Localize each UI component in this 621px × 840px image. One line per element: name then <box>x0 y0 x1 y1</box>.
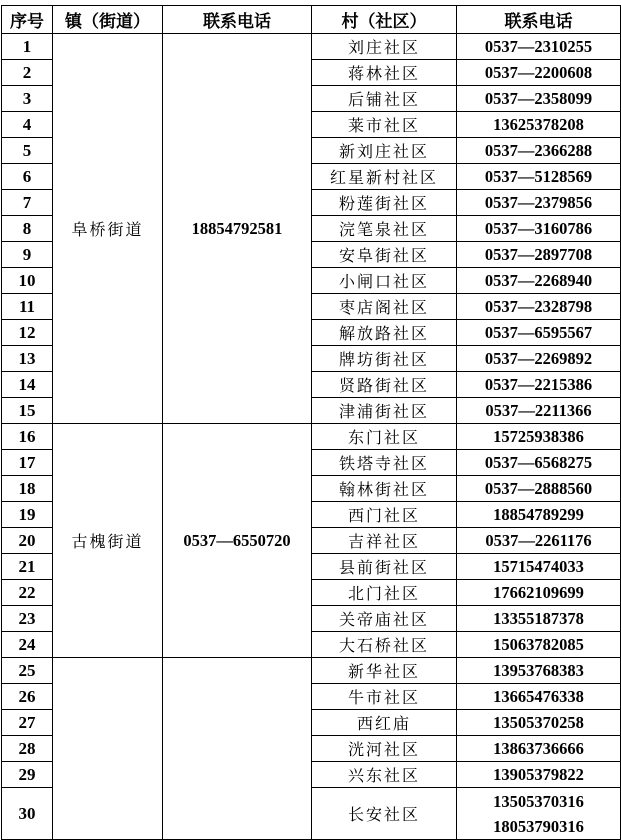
community-phone: 0537—2366288 <box>457 138 621 164</box>
town-name <box>53 658 163 840</box>
row-number: 24 <box>2 632 53 658</box>
community-name: 大石桥社区 <box>312 632 457 658</box>
row-number: 4 <box>2 112 53 138</box>
community-phone: 13665476338 <box>457 684 621 710</box>
row-number: 13 <box>2 346 53 372</box>
header-town-phone: 联系电话 <box>163 6 312 34</box>
row-number: 11 <box>2 294 53 320</box>
contact-table <box>1 5 621 840</box>
community-name: 莱市社区 <box>312 112 457 138</box>
row-number: 7 <box>2 190 53 216</box>
community-name: 浣笔泉社区 <box>312 216 457 242</box>
row-number: 1 <box>2 34 53 60</box>
community-name: 吉祥社区 <box>312 528 457 554</box>
community-name: 津浦街社区 <box>312 398 457 424</box>
community-name: 长安社区 <box>312 788 457 840</box>
community-name: 小闸口社区 <box>312 268 457 294</box>
community-name: 刘庄社区 <box>312 34 457 60</box>
community-phone: 0537—2215386 <box>457 372 621 398</box>
community-name: 北门社区 <box>312 580 457 606</box>
row-number: 3 <box>2 86 53 112</box>
community-phone: 13953768383 <box>457 658 621 684</box>
community-phone: 17662109699 <box>457 580 621 606</box>
row-number: 29 <box>2 762 53 788</box>
row-number: 16 <box>2 424 53 450</box>
community-name: 兴东社区 <box>312 762 457 788</box>
header-community-phone: 联系电话 <box>457 6 621 34</box>
community-phone: 0537—2269892 <box>457 346 621 372</box>
community-name: 洸河社区 <box>312 736 457 762</box>
community-name: 牛市社区 <box>312 684 457 710</box>
community-name: 翰林街社区 <box>312 476 457 502</box>
community-phone: 0537—2261176 <box>457 528 621 554</box>
community-name: 安阜街社区 <box>312 242 457 268</box>
community-name: 新刘庄社区 <box>312 138 457 164</box>
row-number: 15 <box>2 398 53 424</box>
row-number: 28 <box>2 736 53 762</box>
town-name: 古槐街道 <box>53 424 163 658</box>
row-number: 30 <box>2 788 53 840</box>
community-name: 解放路社区 <box>312 320 457 346</box>
community-name: 西门社区 <box>312 502 457 528</box>
row-number: 26 <box>2 684 53 710</box>
row-number: 17 <box>2 450 53 476</box>
row-number: 10 <box>2 268 53 294</box>
town-phone: 0537—6550720 <box>163 424 312 658</box>
community-phone: 13505370316 <box>493 791 584 811</box>
community-phone: 13905379822 <box>457 762 621 788</box>
community-phone: 0537—2328798 <box>457 294 621 320</box>
community-phone: 13505370258 <box>457 710 621 736</box>
table-row <box>2 424 621 450</box>
row-number: 27 <box>2 710 53 736</box>
town-phone: 18854792581 <box>163 34 312 424</box>
community-phone: 0537—3160786 <box>457 216 621 242</box>
header-row <box>2 6 621 34</box>
row-number: 6 <box>2 164 53 190</box>
community-name: 铁塔寺社区 <box>312 450 457 476</box>
community-name: 红星新村社区 <box>312 164 457 190</box>
row-number: 2 <box>2 60 53 86</box>
row-number: 25 <box>2 658 53 684</box>
town-name: 阜桥街道 <box>53 34 163 424</box>
row-number: 22 <box>2 580 53 606</box>
town-phone <box>163 658 312 840</box>
community-name: 县前街社区 <box>312 554 457 580</box>
community-name: 贤路街社区 <box>312 372 457 398</box>
community-phone: 0537—2888560 <box>457 476 621 502</box>
community-name: 东门社区 <box>312 424 457 450</box>
community-phone: 0537—6568275 <box>457 450 621 476</box>
header-community: 村（社区） <box>312 6 457 34</box>
community-phone: 15725938386 <box>457 424 621 450</box>
community-name: 西红庙 <box>312 710 457 736</box>
community-phone: 0537—2211366 <box>457 398 621 424</box>
header-town: 镇（街道） <box>53 6 163 34</box>
community-phone: 15715474033 <box>457 554 621 580</box>
row-number: 5 <box>2 138 53 164</box>
row-number: 19 <box>2 502 53 528</box>
community-phone-multi <box>457 788 621 840</box>
community-phone: 18854789299 <box>457 502 621 528</box>
community-phone: 0537—2379856 <box>457 190 621 216</box>
community-phone: 0537—2310255 <box>457 34 621 60</box>
row-number: 8 <box>2 216 53 242</box>
community-phone: 0537—6595567 <box>457 320 621 346</box>
community-name: 牌坊街社区 <box>312 346 457 372</box>
community-phone-secondary: 18053790316 <box>493 816 584 836</box>
row-number: 23 <box>2 606 53 632</box>
community-name: 枣店阁社区 <box>312 294 457 320</box>
community-phone: 13863736666 <box>457 736 621 762</box>
row-number: 14 <box>2 372 53 398</box>
row-number: 18 <box>2 476 53 502</box>
community-phone: 0537—2897708 <box>457 242 621 268</box>
community-name: 粉莲街社区 <box>312 190 457 216</box>
community-name: 关帝庙社区 <box>312 606 457 632</box>
community-phone: 15063782085 <box>457 632 621 658</box>
row-number: 20 <box>2 528 53 554</box>
community-phone: 13625378208 <box>457 112 621 138</box>
community-phone: 0537—2268940 <box>457 268 621 294</box>
community-phone: 0537—5128569 <box>457 164 621 190</box>
row-number: 21 <box>2 554 53 580</box>
community-phone: 13355187378 <box>457 606 621 632</box>
community-phone: 0537—2358099 <box>457 86 621 112</box>
community-phone: 0537—2200608 <box>457 60 621 86</box>
community-name: 后铺社区 <box>312 86 457 112</box>
header-no: 序号 <box>2 6 53 34</box>
table-row <box>2 658 621 684</box>
row-number: 9 <box>2 242 53 268</box>
table-row <box>2 34 621 60</box>
community-name: 新华社区 <box>312 658 457 684</box>
community-name: 蒋林社区 <box>312 60 457 86</box>
row-number: 12 <box>2 320 53 346</box>
